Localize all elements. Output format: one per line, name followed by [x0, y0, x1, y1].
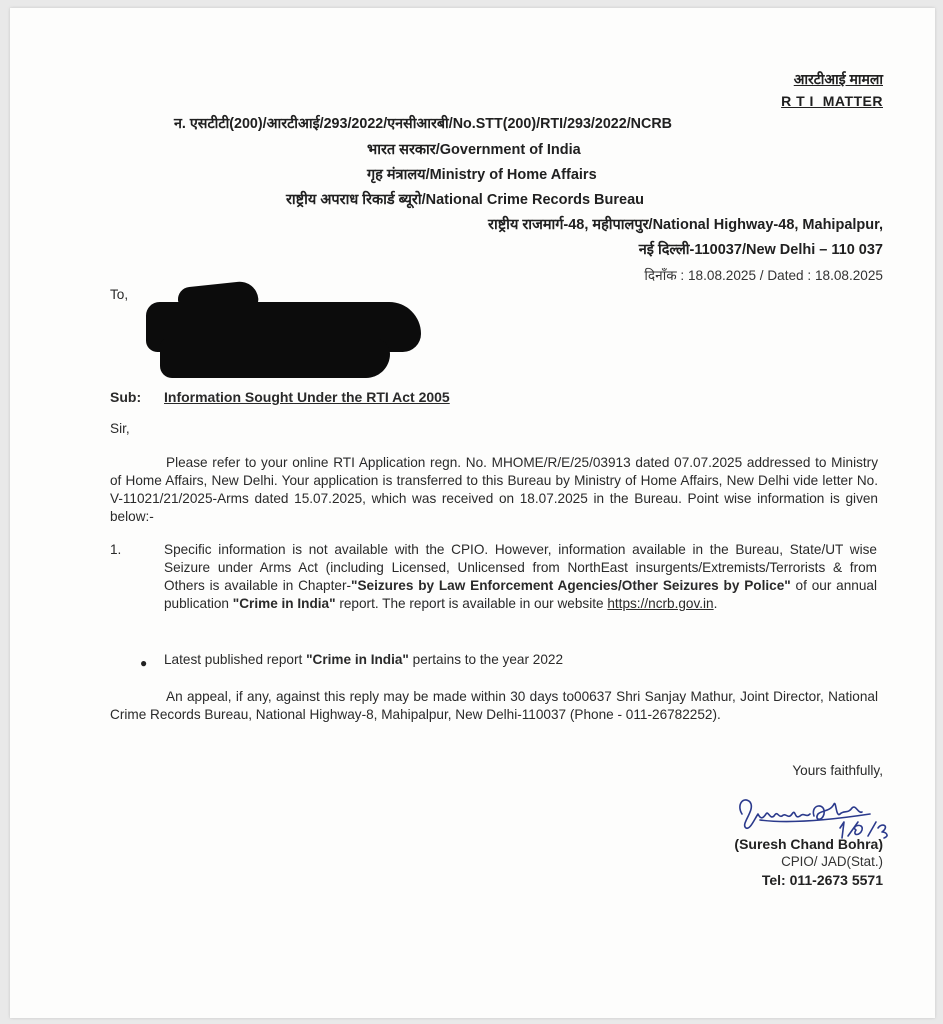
bullet-icon: ●	[140, 656, 148, 670]
letter-page	[10, 8, 935, 1018]
subject-text: Information Sought Under the RTI Act 2005	[164, 389, 450, 405]
government-line: भारत सरकार/Government of India	[367, 142, 581, 158]
intro-paragraph: Please refer to your online RTI Application regn. No. MHOME/R/E/25/03913 dated 07.07.2025 addressed to Ministry of Home Affairs, New Delhi. Your application is transferred to this Bureau by Ministry of Home Affairs, New Delhi vide letter No. V-11021/21/2025-Arms dated 15.07.2025, which was received on 18.07.2025 in the Bureau. Point wise information is given below:-	[110, 455, 878, 524]
bureau-line: राष्ट्रीय अपराध रिकार्ड ब्यूरो/National Crime Records Bureau	[286, 192, 645, 208]
signatory-telephone: Tel: 011-2673 5571	[761, 872, 883, 888]
address-line-2: नई दिल्ली-110037/New Delhi – 110 037	[638, 242, 883, 258]
rti-matter-english: R T I MATTER	[781, 93, 883, 109]
letter-date: दिनाँक : 18.08.2025 / Dated : 18.08.2025	[644, 268, 883, 283]
signatory-designation: CPIO/ JAD(Stat.)	[781, 854, 883, 869]
yours-faithfully: Yours faithfully,	[792, 763, 883, 778]
address-line-1: राष्ट्रीय राजमार्ग-48, महीपालपुर/National Highway-48, Mahipalpur,	[488, 217, 883, 233]
signature	[730, 784, 910, 844]
publication-title: "Crime in India"	[232, 596, 336, 611]
salutation: Sir,	[110, 421, 130, 436]
bullet-text: Latest published report "Crime in India" pertains to the year 2022	[164, 652, 564, 667]
point-1-number: 1.	[110, 542, 122, 557]
ministry-line: गृह मंत्रालय/Ministry of Home Affairs	[367, 167, 597, 183]
point-1-text: Specific information is not available with the CPIO. However, information available in the Bureau, State/UT wise Seizure under Arms Act (including Licensed, Unlicensed from NorthEast insurgents/Extremists/Terrorists & from Others is available in Chapter-"Seizures by Law Enforcement Agencies/Other Seizures by Police" of our annual publication "Crime in India" report. The report is available in our website https://ncrb.gov.in.	[164, 542, 877, 611]
to-label: To,	[110, 287, 129, 302]
ncrb-website-link[interactable]: https://ncrb.gov.in	[607, 596, 714, 611]
reference-number: न. एसटीटी(200)/आरटीआई/293/2022/एनसीआरबी/No.STT(200)/RTI/293/2022/NCRB	[174, 116, 672, 132]
appeal-paragraph: An appeal, if any, against this reply may be made within 30 days to00637 Shri Sanjay Mathur, Joint Director, National Crime Records Bureau, National Highway-8, Mahipalpur, New Delhi-110037 (Phone - 011-26782252).	[110, 689, 878, 722]
subject-label: Sub:	[110, 389, 142, 405]
chapter-title: "Seizures by Law Enforcement Agencies/Other Seizures by Police"	[351, 578, 791, 593]
rti-matter-hindi: आरटीआई मामला	[793, 71, 883, 87]
signatory-name: (Suresh Chand Bohra)	[734, 836, 883, 852]
